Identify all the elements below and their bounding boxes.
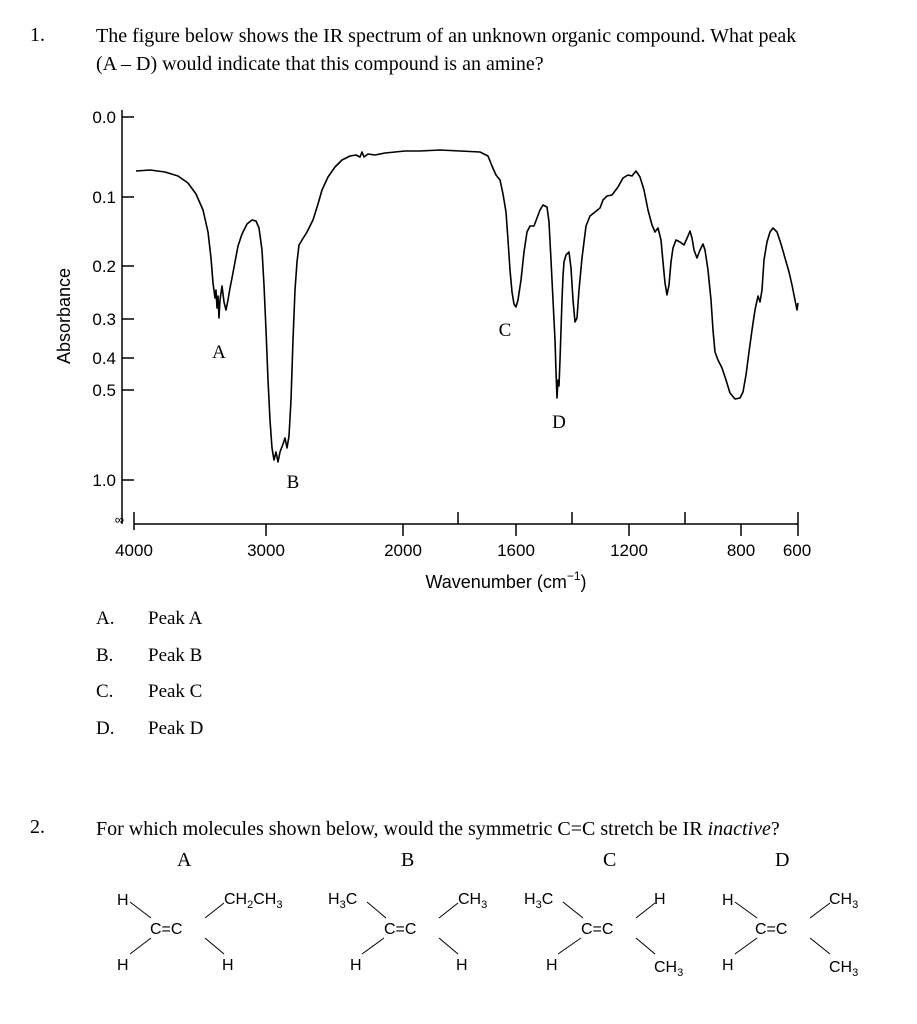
y-tick-labels	[92, 108, 124, 527]
choice-letter: B.	[96, 645, 114, 666]
x-tick-label: 800	[726, 541, 756, 560]
atom-h: H	[456, 957, 468, 974]
peak-label-a: A	[212, 342, 226, 363]
atom-h: H	[350, 957, 362, 974]
double-bond: C=C	[755, 921, 788, 938]
atom-h: H	[722, 892, 734, 909]
y-tick-label: 0.3	[92, 310, 116, 329]
molecule-d	[722, 891, 858, 979]
atom-h: H	[117, 957, 129, 974]
atom-h3c: $H_3C$	[328, 891, 358, 911]
molecule-label-d: D	[775, 849, 790, 871]
y-tick-label: 1.0	[92, 471, 116, 490]
molecule-a	[117, 891, 282, 974]
x-tick-labels	[115, 541, 811, 560]
peak-label-b: B	[286, 472, 300, 493]
x-tick-label: 1200	[610, 541, 648, 560]
choice-text: Peak C	[148, 681, 203, 702]
question-2-text-prefix: For which molecules shown below, would the symmetric C=C stretch be IR	[96, 818, 708, 840]
peak-label-c: C	[498, 320, 512, 341]
choice-c[interactable]	[96, 681, 296, 707]
atom-ch2ch3: $CH_2CH_3$	[224, 891, 283, 911]
molecule-label-b: B	[401, 849, 415, 871]
molecules-figure	[0, 870, 917, 1000]
atom-h: H	[546, 957, 558, 974]
atom-ch3: $CH_3$	[654, 959, 684, 979]
y-tick-label: ∞	[114, 512, 124, 527]
x-axis-label-sup: −1	[566, 569, 581, 583]
atom-h: H	[654, 891, 666, 908]
y-tick-label: 0.2	[92, 257, 116, 276]
question-1-number: 1.	[30, 24, 45, 46]
atom-h3c: $H_3C$	[524, 891, 554, 911]
x-tick-label: 1600	[497, 541, 535, 560]
x-tick-label: 2000	[384, 541, 422, 560]
question-2-number: 2.	[30, 816, 45, 838]
choice-d[interactable]	[96, 718, 296, 744]
x-axis-label	[425, 569, 586, 592]
choice-letter: D.	[96, 718, 115, 739]
choice-b[interactable]	[96, 645, 296, 671]
question-1-line-1: The figure below shows the IR spectrum of an unknown organic compound. What peak	[96, 25, 797, 47]
atom-ch3: $CH_3$	[829, 959, 859, 979]
question-1-text	[96, 22, 896, 78]
y-tick-label: 0.0	[92, 108, 116, 127]
choice-letter: C.	[96, 681, 114, 702]
molecule-b	[328, 891, 487, 974]
x-axis-label-main: Wavenumber (cm	[425, 572, 567, 592]
x-tick-label: 4000	[115, 541, 153, 560]
x-tick-label: 3000	[247, 541, 285, 560]
question-1-line-2: (A – D) would indicate that this compound is an amine?	[96, 53, 544, 75]
ir-spectrum-chart	[0, 100, 917, 600]
y-axis-label: Absorbance	[54, 267, 74, 365]
molecule-c	[524, 891, 683, 979]
choice-text: Peak B	[148, 645, 203, 666]
atom-h: H	[117, 892, 129, 909]
spectrum-line	[136, 150, 798, 462]
atom-h: H	[722, 957, 734, 974]
x-axis-label-close: )	[580, 572, 587, 592]
atom-ch3: $CH_3$	[458, 891, 488, 911]
atom-h: H	[222, 957, 234, 974]
double-bond: C=C	[581, 921, 614, 938]
x-tick-label: 600	[782, 541, 812, 560]
question-2-text-italic: inactive	[707, 818, 771, 840]
choice-letter: A.	[96, 608, 115, 629]
atom-ch3: $CH_3$	[829, 891, 859, 911]
molecule-label-c: C	[603, 849, 617, 871]
double-bond: C=C	[150, 921, 183, 938]
question-2-text	[96, 815, 896, 843]
choice-text: Peak D	[148, 718, 204, 739]
question-2-text-suffix: ?	[770, 818, 780, 840]
y-tick-label: 0.4	[92, 349, 116, 368]
y-tick-label: 0.1	[92, 188, 116, 207]
choice-text: Peak A	[148, 608, 203, 629]
peak-label-d: D	[552, 412, 566, 433]
molecule-label-a: A	[177, 849, 192, 871]
choice-a[interactable]	[96, 608, 296, 634]
y-tick-label: 0.5	[92, 381, 116, 400]
y-ticks	[122, 117, 134, 480]
double-bond: C=C	[384, 921, 417, 938]
